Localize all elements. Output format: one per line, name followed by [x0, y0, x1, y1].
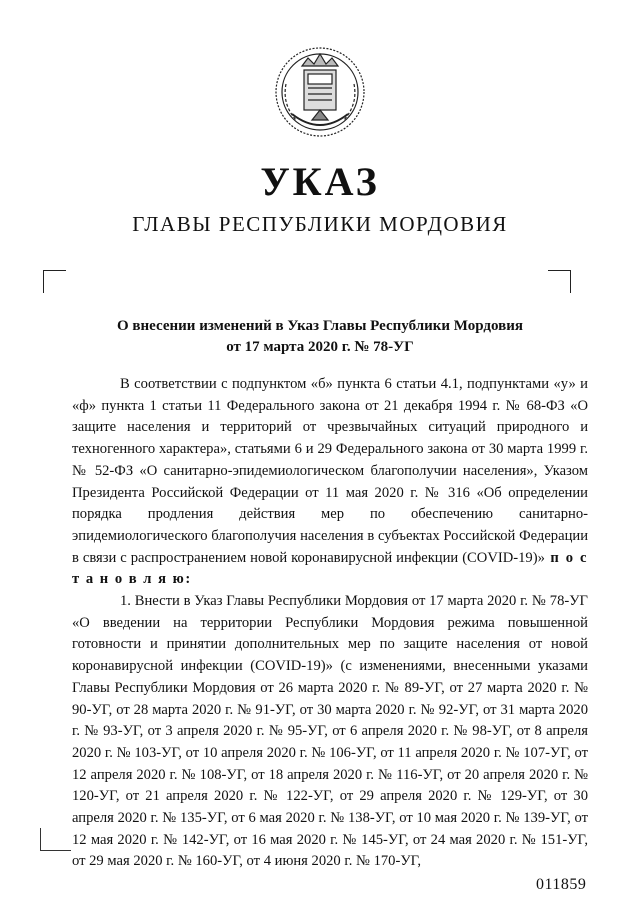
heading-line-2: от 17 марта 2020 г. № 78-УГ [226, 339, 414, 355]
decree-heading [0, 316, 640, 358]
serial-number: 011859 [536, 876, 587, 893]
decree-body [72, 374, 588, 873]
document-subtitle: ГЛАВЫ РЕСПУБЛИКИ МОРДОВИЯ [132, 212, 508, 236]
resolve-word: п о с т а н о в л я ю: [72, 549, 588, 588]
coat-of-arms-icon [272, 44, 368, 140]
corner-mark-right [548, 270, 571, 293]
heading-line-1: О внесении изменений в Указ Главы Республики Мордовия [117, 318, 523, 334]
corner-mark-left [43, 270, 66, 293]
margin-mark [40, 828, 71, 851]
preamble-text: В соответствии с подпунктом «б» пункта 6 статьи 4.1, подпунктами «у» и «ф» пункта 1 статьи 11 Федерального закона от 21 декабря 1994 г. № 68-ФЗ «О защите населения и территорий от чрезвычайных ситуаций природного и техногенного характера», статьями 6 и 29 Федерального закона от 30 марта 1999 г. № 52-ФЗ «О санитарно-эпидемиологическом благополучии населения», Указом Президента Российской Федерации от 11 мая 2020 г. № 316 «Об определении порядка продления действия мер по обеспечению санитарно-эпидемиологического благополучия населения в субъектах Российской Федерации в связи с распространением новой коронавирусной инфекции (COVID-19)» [72, 376, 588, 566]
document-title: УКАЗ [260, 159, 380, 204]
preamble-paragraph [72, 374, 588, 591]
item-1-paragraph: 1. Внести в Указ Главы Республики Мордовия от 17 марта 2020 г. № 78-УГ «О введении на территории Республики Мордовия режима повышенной готовности и принятии дополнительных мер по защите населения от новой коронавирусной инфекции (COVID-19)» (с изменениями, внесенными указами Главы Республики Мордовия от 26 марта 2020 г. № 89-УГ, от 27 марта 2020 г. № 90-УГ, от 28 марта 2020 г. № 91-УГ, от 30 марта 2020 г. № 92-УГ, от 31 марта 2020 г. № 93-УГ, от 3 апреля 2020 г. № 95-УГ, от 6 апреля 2020 г. № 98-УГ, от 8 апреля 2020 г. № 103-УГ, от 10 апреля 2020 г. № 106-УГ, от 11 апреля 2020 г. № 107-УГ, от 12 апреля 2020 г. № 108-УГ, от 18 апреля 2020 г. № 116-УГ, от 20 апреля 2020 г. № 120-УГ, от 21 апреля 2020 г. № 122-УГ, от 29 апреля 2020 г. № 129-УГ, от 30 апреля 2020 г. № 135-УГ, от 6 мая 2020 г. № 138-УГ, от 10 мая 2020 г. № 139-УГ, от 12 мая 2020 г. № 142-УГ, от 16 мая 2020 г. № 145-УГ, от 24 мая 2020 г. № 151-УГ, от 29 мая 2020 г. № 160-УГ, от 4 июня 2020 г. № 170-УГ, [72, 593, 588, 870]
